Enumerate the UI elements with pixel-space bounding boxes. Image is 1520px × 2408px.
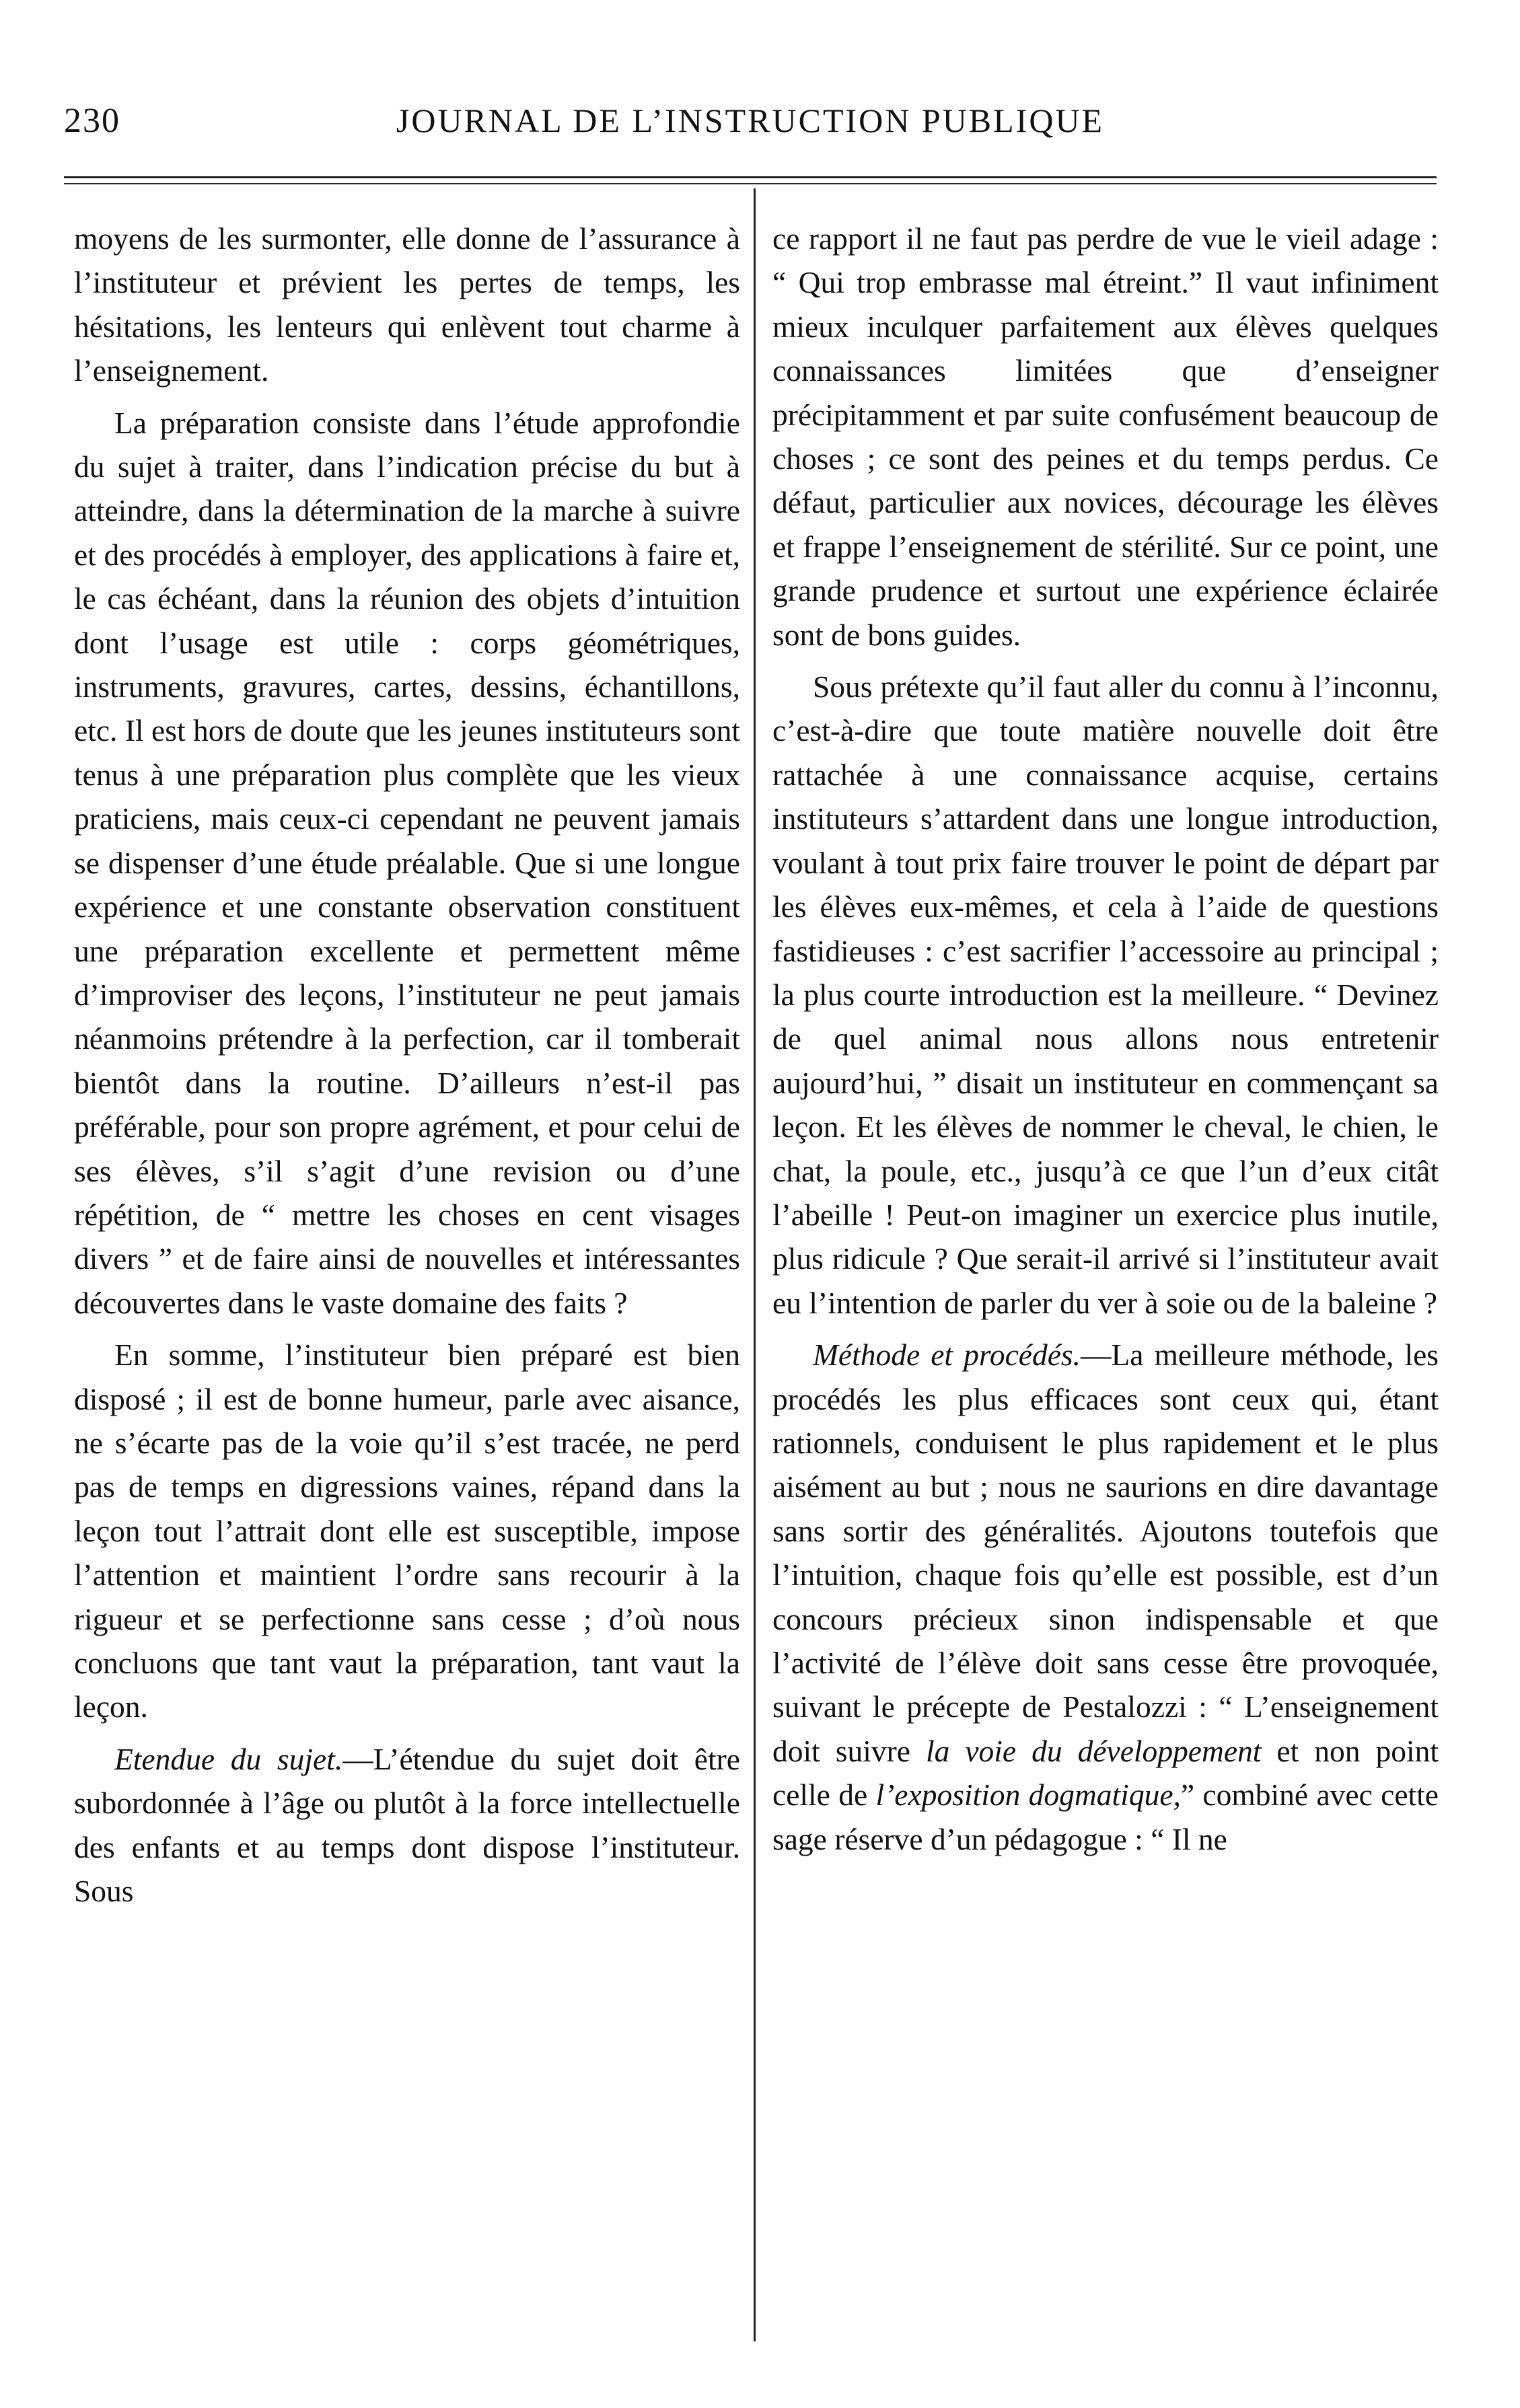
right-column xyxy=(772,217,1439,1869)
italic-phrase: la voie du développement xyxy=(925,1733,1262,1768)
paragraph: Sous prétexte qu’il faut aller du connu à l’inconnu, c’est-à-dire que toute matière nouvelle doit être rattachée à une connaissance acquise, certains instituteurs s’attardent dans une longue introduction, voulant à tout prix faire trouver le point de départ par les élèves eux-mêmes, et cela à l’aide de questions fastidieuses : c’est sacrifier l’accessoire au principal ; la plus courte introduction est la meilleure. “ Devinez de quel animal nous allons nous entretenir aujourd’hui, ” disait un instituteur en commençant sa leçon. Et les élèves de nommer le cheval, le chien, le chat, la poule, etc., jusqu’à ce que l’un d’eux citât l’abeille ! Peut-on imaginer un exercice plus inutile, plus ridicule ? Que serait-il arrivé si l’instituteur avait eu l’intention de parler du ver à soie ou de la baleine ? xyxy=(772,669,1439,1320)
paragraph: La préparation consiste dans l’étude approfondie du sujet à traiter, dans l’indication précise du but à atteindre, dans la détermination de la marche à suivre et des procédés à employer, des applications à faire et, le cas échéant, dans la réunion des objets d’intuition dont l’usage est utile : corps géométriques, instruments, gravures, cartes, dessins, échantillons, etc. Il est hors de doute que les jeunes instituteurs sont tenus à une préparation plus complète que les vieux praticiens, mais ceux-ci cependant ne peuvent jamais se dispenser d’une étude préalable. Que si une longue expérience et une constante observation constituent une préparation excellente et permettent même d’improviser des leçons, l’instituteur ne peut jamais néanmoins prétendre à la perfection, car il tomberait bientôt dans la routine. D’ailleurs n’est-il pas préférable, pour son propre agrément, et pour celui de ses élèves, s’il s’agit d’une revision ou d’une répétition, de “ mettre les choses en cent visages divers ” et de faire ainsi de nouvelles et intéressantes découvertes dans le vaste domaine des faits ? xyxy=(74,405,740,1320)
section-heading: Etendue du sujet. xyxy=(114,1741,343,1776)
paragraph-text: —L’étendue du sujet doit être subordonnée à l’âge ou plutôt à la force intellectuelle des enfants et au temps dont dispose l’instituteur. Sous xyxy=(74,1741,740,1909)
paragraph: ce rapport il ne faut pas perdre de vue le vieil adage : “ Qui trop embrasse mal étreint.” Il vaut infiniment mieux inculquer parfaitement aux élèves quelques connaissances limitées que d’enseigner précipitamment et par suite confusément beaucoup de choses ; ce sont des peines et du temps perdus. Ce défaut, particulier aux novices, décourage les élèves et frappe l’enseignement de stérilité. Sur ce point, une grande prudence et surtout une expérience éclairée sont de bons guides. xyxy=(772,221,1439,652)
page-header xyxy=(64,94,1437,155)
paragraph xyxy=(74,1737,740,1913)
paragraph: En somme, l’instituteur bien préparé est bien disposé ; il est de bonne humeur, parle avec aisance, ne s’écarte pas de la voie qu’il s’est tracée, ne perd pas de temps en digressions vaines, répand dans la leçon tout l’attrait dont elle est susceptible, impose l’attention et maintient l’ordre sans recourir à la rigueur et se perfectionne sans cesse ; d’où nous concluons que tant vaut la préparation, tant vaut la leçon. xyxy=(74,1338,740,1724)
italic-phrase: l’exposition dogmatique, xyxy=(875,1778,1181,1813)
paragraph-text: —La meilleure méthode, les procédés les plus efficaces sont ceux qui, étant rationnels, conduisent le plus rapidement et le plus aisément au but ; nous ne saurions en dire davantage sans sortir des généralités. Ajoutons toutefois que l’intuition, chaque fois qu’elle est possible, est d’un concours précieux sinon indispensable et que l’activité de l’élève doit sans cesse être provoquée, suivant le précepte de Pestalozzi : “ L’enseignement doit suivre xyxy=(772,1338,1439,1768)
column-divider xyxy=(754,188,756,2341)
section-heading: Méthode et procédés. xyxy=(813,1338,1081,1373)
running-title: JOURNAL DE L’INSTRUCTION PUBLIQUE xyxy=(396,102,1105,139)
header-rule-secondary xyxy=(64,183,1437,184)
paragraph xyxy=(772,1333,1439,1861)
header-rule xyxy=(64,176,1437,178)
paragraph-text: et non point celle de xyxy=(772,1733,1439,1813)
paragraph-text: ” combiné avec cette sage réserve d’un pédagogue : “ Il ne xyxy=(772,1778,1439,1856)
page-number: 230 xyxy=(64,102,120,140)
left-column xyxy=(74,217,740,1921)
paragraph: moyens de les surmonter, elle donne de l’assurance à l’instituteur et prévient les pertes de temps, les hésitations, les lenteurs qui enlèvent tout charme à l’enseignement. xyxy=(74,221,740,388)
